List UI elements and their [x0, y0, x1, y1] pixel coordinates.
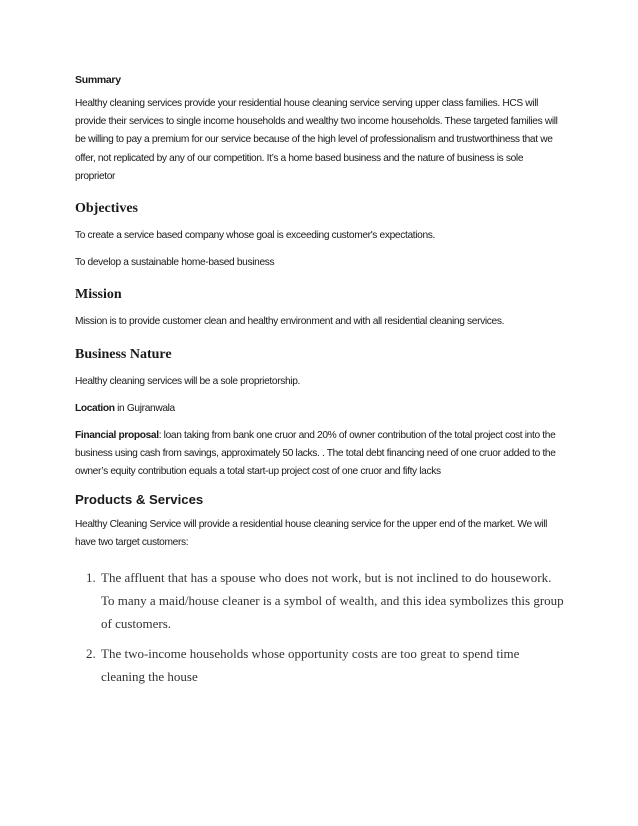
- target-customers-list: [75, 566, 565, 688]
- location-value: in Gujranwala: [114, 402, 175, 414]
- business-nature-text: Healthy cleaning services will be a sole proprietorship.: [75, 375, 301, 387]
- location-line: [75, 400, 565, 418]
- summary-text: Healthy cleaning services provide your residential house cleaning service serving upper class families. HCS will provide their services to single income households and wealthy two income households. These targeted families will be willing to pay a premium for our service because of the high level of professionalism and trustworthiness that we offer, not replicated by any of our competition. It’s a home based business and the nature of business is sole proprietor: [75, 98, 558, 182]
- objective-item-2: To develop a sustainable home-based business: [75, 257, 275, 269]
- financial-proposal-value: : loan taking from bank one cruor and 20% of owner contribution of the total project cost into the business using cash from savings, approximately 50 lacks. . The total debt financing need of one cruor added to the owner’s equity contribution equals a total start-up project cost of one cruor and fifty lacks: [75, 430, 556, 478]
- financial-proposal: [75, 427, 565, 482]
- list-item: 1. The affluent that has a spouse who does not work, but is not inclined to do housework. To many a maid/house cleaner is a symbol of wealth, and this idea symbolizes this group of customers.: [99, 566, 565, 635]
- list-item: 2. The two-income households whose opportunity costs are too great to spend time cleaning the house: [99, 642, 565, 688]
- objectives-heading: Objectives: [75, 201, 138, 217]
- location-label: Location: [75, 402, 115, 414]
- summary-heading: Summary: [75, 74, 121, 86]
- mission-heading: Mission: [75, 287, 122, 303]
- financial-proposal-label: Financial proposal: [75, 430, 159, 442]
- mission-text: Mission is to provide customer clean and healthy environment and with all residential cleaning services.: [75, 316, 505, 328]
- products-services-intro: Healthy Cleaning Service will provide a residential house cleaning service for the upper end of the market. We will have two target customers:: [75, 518, 548, 548]
- business-nature-heading: Business Nature: [75, 346, 172, 362]
- products-services-heading: Products & Services: [75, 491, 204, 507]
- document-content: [75, 74, 565, 695]
- objective-item-1: To create a service based company whose goal is exceeding customer's expectations.: [75, 230, 436, 242]
